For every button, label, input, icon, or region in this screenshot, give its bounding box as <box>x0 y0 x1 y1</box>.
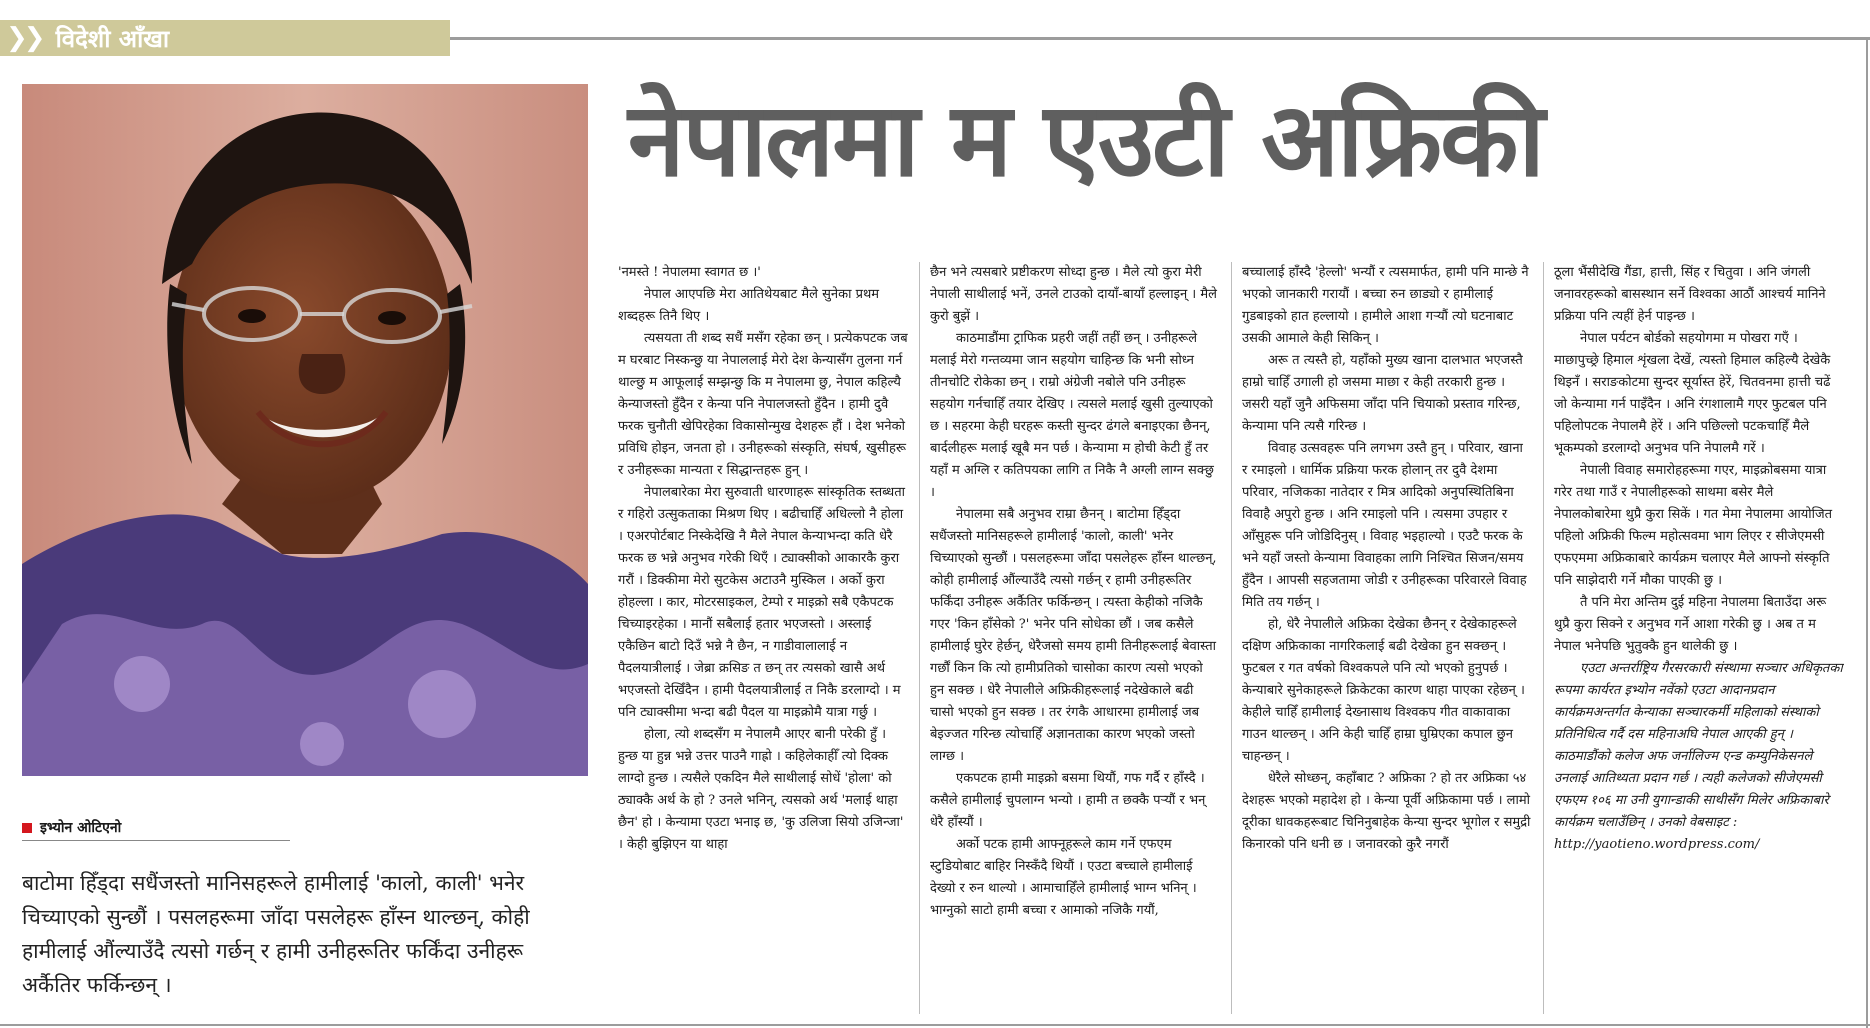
paragraph: तै पनि मेरा अन्तिम दुई महिना नेपालमा बिताउँदा अरू थुप्रै कुरा सिक्ने र अनुभव गर्ने आशा गरेकी छु । अब त म नेपाल भनेपछि भुतुक्कै हुन थालेकी छु । <box>1554 595 1827 654</box>
column-divider <box>919 262 920 1014</box>
double-chevron-icon: ❯❯ <box>6 23 42 53</box>
paragraph: नेपाली विवाह समारोहहरूमा गएर, माइक्रोबसमा यात्रा गरेर तथा गाउँ र नेपालीहरूको साथमा बसेर मैले नेपालकोबारेमा थुप्रै कुरा सिकें । गत मेमा नेपालमा आयोजित पहिलो अफ्रिकी फिल्म महोत्सवमा भाग लिएर र सीजेएमसी एफएममा अफ्रिकाबारे कार्यक्रम चलाएर मैले आफ्नो संस्कृति पनि साझेदारी गर्ने मौका पाएकी छु । <box>1554 463 1833 588</box>
frame-rule-bottom <box>0 1024 1870 1026</box>
paragraph: हो, धेरै नेपालीले अफ्रिका देखेका छैनन् र देखेकाहरूले दक्षिण अफ्रिकाका नागरिकलाई बढी देखेका हुन सक्छन् । फुटबल र गत वर्षको विश्वकपले पनि त्यो भएको हुनुपर्छ । केन्याबारे सुनेकाहरूले क्रिकेटका कारण थाहा पाएका रहेछन् । केहीले चाहिँ हामीलाई देख्नासाथ विश्वकप गीत वाकावाका गाउन थाल्छन् । अनि केही चाहिँ हाम्रा घुम्रिएका कपाल छुन चाहन्छन् । <box>1242 617 1525 764</box>
article-column-4 <box>1554 262 1844 1014</box>
paragraph: नेपाल आएपछि मेरा आतिथेयबाट मैले सुनेका प्रथम शब्दहरू तिनै थिए । <box>618 287 880 324</box>
paragraph: त्यसयता ती शब्द सधैं मसँग रहेका छन् । प्रत्येकपटक जब म घरबाट निस्कन्छु या नेपाललाई मेरो देश केन्यासँग तुलना गर्न थाल्छु म आफूलाई सम्झन्छु कि म नेपालमा छु, नेपाल कहिल्यै केन्याजस्तो हुँदैन र केन्या पनि नेपालजस्तो हुँदैन । हामी दुवै फरक चुनौती खेपिरहेका विकासोन्मुख देशहरू हौं । देश भनेको प्रविधि होइन, जनता हो । उनीहरूको संस्कृति, संघर्ष, खुसीहरू र उनीहरूका मान्यता र सिद्धान्तहरू हुन् । <box>618 331 908 478</box>
byline-rule <box>22 840 290 841</box>
section-header <box>0 20 450 56</box>
author-photo <box>22 84 588 776</box>
author-bio: एउटा अन्तर्राष्ट्रिय गैरसरकारी संस्थामा सञ्चार अधिकृतका रूपमा कार्यरत इभ्योन नवेंको एउटा आदानप्रदान कार्यक्रमअन्तर्गत केन्याका सञ्चारकर्मी महिलाको संस्थाको प्रतिनिधित्व गर्दै दस महिनाअघि नेपाल आएकी हुन् । काठमाडौंको कलेज अफ जर्नालिज्म एन्ड कम्युनिकेसनले उनलाई आतिथ्यता प्रदान गर्छ । त्यही कलेजको सीजेएमसी एफएम १०६ मा उनी युगान्डाकी साथीसँग मिलेर अफ्रिकाबारे कार्यक्रम चलाउँछिन् । उनको वेबसाइट : http://yaotieno.wordpress.com/ <box>1554 661 1843 852</box>
frame-rule-right <box>1866 40 1868 1028</box>
section-label: विदेशी आँखा <box>55 24 170 53</box>
byline <box>22 818 121 837</box>
column-divider <box>1543 262 1544 1014</box>
pull-quote: बाटोमा हिँड्दा सधैंजस्तो मानिसहरूले हामीलाई 'कालो, काली' भनेर चिच्याएको सुन्छौं । पसलहरूमा जाँदा पसलेहरू हाँस्न थाल्छन्, कोही हामीलाई औंल्याउँदै त्यसो गर्छन् र हामी उनीहरूतिर फर्किंदा उनीहरू अर्कैतिर फर्किन्छन् । <box>22 871 530 997</box>
paragraph: नेपालमा सबै अनुभव राम्रा छैनन् । बाटोमा हिँड्दा सधैंजस्तो मानिसहरूले हामीलाई 'कालो, काली' भनेर चिच्याएको सुन्छौं । पसलहरूमा जाँदा पसलेहरू हाँस्न थाल्छन्, कोही हामीलाई औंल्याउँदै त्यसो गर्छन् र हामी उनीहरूतिर फर्किंदा उनीहरू अर्कैतिर फर्किन्छन् । त्यस्ता केहीको नजिकै गएर 'किन हाँसेको ?' भनेर पनि सोधेका छौं । जब कसैले हामीलाई घुरेर हेर्छन्, धेरैजसो समय हामी तिनीहरूलाई बेवास्ता गर्छौं किन कि त्यो हामीप्रतिको चासोका कारण त्यसो भएको हुन सक्छ । धेरै नेपालीले अफ्रिकीहरूलाई नदेखेकाले बढी चासो भएको हुन सक्छ । तर रंगकै आधारमा हामीलाई जब बेइज्जत गरिन्छ त्योचाहिँ अज्ञानताका कारण भएको जस्तो लाग्छ । <box>930 507 1217 764</box>
paragraph: 'नमस्ते ! नेपालमा स्वागत छ ।' <box>618 265 761 280</box>
section-rule <box>450 37 1870 40</box>
paragraph: अरू त त्यस्तै हो, यहाँको मुख्य खाना दालभात भएजस्तै हाम्रो चाहिँ उगाली हो जसमा माछा र केही तरकारी हुन्छ । जसरी यहाँ जुनै अफिसमा जाँदा पनि चियाको प्रस्ताव गरिन्छ, केन्यामा पनि त्यसै गरिन्छ । <box>1242 353 1523 434</box>
paragraph: नेपाल पर्यटन बोर्डको सहयोगमा म पोखरा गएँ । माछापुच्छ्रे हिमाल शृंखला देखें, त्यस्तो हिमाल कहिल्यै देखेकै थिइनँ । सराङकोटमा सुन्दर सूर्यास्त हेरें, चितवनमा हात्ती चढें जो केन्यामा गर्न पाइँदैन । अनि रंगशालामै गएर फुटबल पनि पहिलोपटक नेपालमै हेरें । अनि पछिल्लो पटकचाहिँ मैले भूकम्पको डरलाग्दो अनुभव पनि नेपालमै गरें । <box>1554 331 1831 456</box>
article-column-2 <box>930 262 1220 1014</box>
paragraph: होला, त्यो शब्दसँग म नेपालमै आएर बानी परेकी हुँ । हुन्छ या हुन्न भन्ने उत्तर पाउनै गाह्रो । कहिलेकाहीँ त्यो दिक्क लाग्दो हुन्छ । त्यसैले एकदिन मैले साथीलाई सोधें 'होला' को ठ्याक्कै अर्थ के हो ? उनले भनिन्, त्यसको अर्थ 'मलाई थाहा छैन' हो । केन्यामा एउटा भनाइ छ, 'कु उलिजा सियो उजिन्जा' । केही बुझिएन या थाहा <box>618 727 904 852</box>
paragraph: एकपटक हामी माइक्रो बसमा थियौं, गफ गर्दै र हाँस्दै । कसैले हामीलाई चुपलाग्न भन्यो । हामी त छक्कै पऱ्यौं र भन् धेरै हाँस्यौं । <box>930 771 1206 830</box>
paragraph: विवाह उत्सवहरू पनि लगभग उस्तै हुन् । परिवार, खाना र रमाइलो । धार्मिक प्रक्रिया फरक होलान् तर दुवै देशमा परिवार, नजिकका नातेदार र मित्र आदिको अनुपस्थितिबिना विवाहै अपुरो हुन्छ । अनि रमाइलो पनि । त्यसमा उपहार र आँसुहरू पनि जोडिदिनुस् । विवाह भइहाल्यो । एउटै फरक के भने यहाँ जस्तो केन्यामा विवाहका लागि निश्चित सिजन/समय हुँदैन । आपसी सहजतामा जोडी र उनीहरूका परिवारले विवाह मिति तय गर्छन् । <box>1242 441 1527 610</box>
paragraph: नेपालबारेका मेरा सुरुवाती धारणाहरू सांस्कृतिक स्तब्धता र गहिरो उत्सुकताका मिश्रण थिए । बढीचाहिँ अधिल्लो नै होला । एअरपोर्टबाट निस्केदेखि नै मैले नेपाल केन्याभन्दा कति धेरै फरक छ भन्ने अनुभव गरेकी थिएँ । ट्याक्सीको आकारकै कुरा गरौं । डिक्कीमा मेरो सुटकेस अटाउनै मुस्किल । अर्को कुरा होहल्ला । कार, मोटरसाइकल, टेम्पो र माइक्रो सबै एकैपटक चिच्याइरहेका । मानौं सबैलाई हतार भएजस्तो । अस्लाई एकैछिन बाटो दिउँ भन्ने नै छैन, न गाडीवालालाई न पैदलयात्रीलाई । जेब्रा क्रसिङ त छन् तर त्यसको खासै अर्थ भएजस्तो देखिँदैन । हामी पैदलयात्रीलाई त निकै डरलाग्दो । म पनि ट्याक्सीमा भन्दा बढी पैदल या माइक्रोमै यात्रा गर्छु । <box>618 485 906 720</box>
byline-marker <box>22 823 32 833</box>
headline: नेपालमा म एउटी अफ्रिकी <box>628 81 1543 200</box>
author-name: इभ्योन ओटिएनो <box>40 820 122 836</box>
column-divider <box>1231 262 1232 1014</box>
paragraph: बच्चालाई हाँस्दै 'हेल्लो' भन्यौं र त्यसमार्फत, हामी पनि मान्छे नै भएको जानकारी गरायौं । बच्चा रुन छाड्यो र हामीलाई गुडबाइको हात हल्लायो । हामीले आशा गऱ्यौं त्यो घटनाबाट उसकी आमाले केही सिकिन् । <box>1242 265 1529 346</box>
paragraph: ठूला भैंसीदेखि गैंडा, हात्ती, सिंह र चितुवा । अनि जंगली जनावरहरूको बासस्थान सर्ने विश्वका आठौं आश्चर्य मानिने प्रक्रिया पनि त्यहीं हेर्न पाइन्छ । <box>1554 265 1826 324</box>
paragraph: धेरैले सोध्छन्, कहाँबाट ? अफ्रिका ? हो तर अफ्रिका ५४ देशहरू भएको महादेश हो । केन्या पूर्वी अफ्रिकामा पर्छ । लामो दूरीका धावकहरूबाट चिनिनुबाहेक केन्या सुन्दर भूगोल र समुद्री किनारको पनि धनी छ । जनावरको कुरै नगरौं <box>1242 771 1531 852</box>
article-column-3 <box>1242 262 1532 1014</box>
paragraph: छैन भने त्यसबारे प्रष्टीकरण सोध्दा हुन्छ । मैले त्यो कुरा मेरी नेपाली साथीलाई भनें, उनले टाउको दायाँ-बायाँ हल्लाइन् । मैले कुरो बुझें । <box>930 265 1217 324</box>
article-column-1 <box>618 262 908 1014</box>
paragraph: अर्को पटक हामी आफ्नूहरूले काम गर्ने एफएम स्टुडियोबाट बाहिर निस्कँदै थियौं । एउटा बच्चाले हामीलाई देख्यो र रुन थाल्यो । आमाचाहिँले हामीलाई भाग्न भनिन् । भाग्नुको साटो हामी बच्चा र आमाको नजिकै गयौं, <box>930 837 1197 918</box>
paragraph: काठमाडौंमा ट्राफिक प्रहरी जहीं तहीं छन् । उनीहरूले मलाई मेरो गन्तव्यमा जान सहयोग चाहिन्छ कि भनी सोध्न तीनचोटि रोकेका छन् । राम्रो अंग्रेजी नबोले पनि उनीहरू सहयोग गर्नचाहिँ तयार देखिए । त्यसले मलाई खुसी तुल्याएको छ । सहरमा केही घरहरू कस्ती सुन्दर ढंगले बनाइएका छैनन्, बार्दलीहरू मलाई खूबै मन पर्छ । केन्यामा म होची केटी हुँ तर यहाँ म अग्लि र कतिपयका लागि त निकै नै अग्ली लाग्न सक्छु । <box>930 331 1214 500</box>
